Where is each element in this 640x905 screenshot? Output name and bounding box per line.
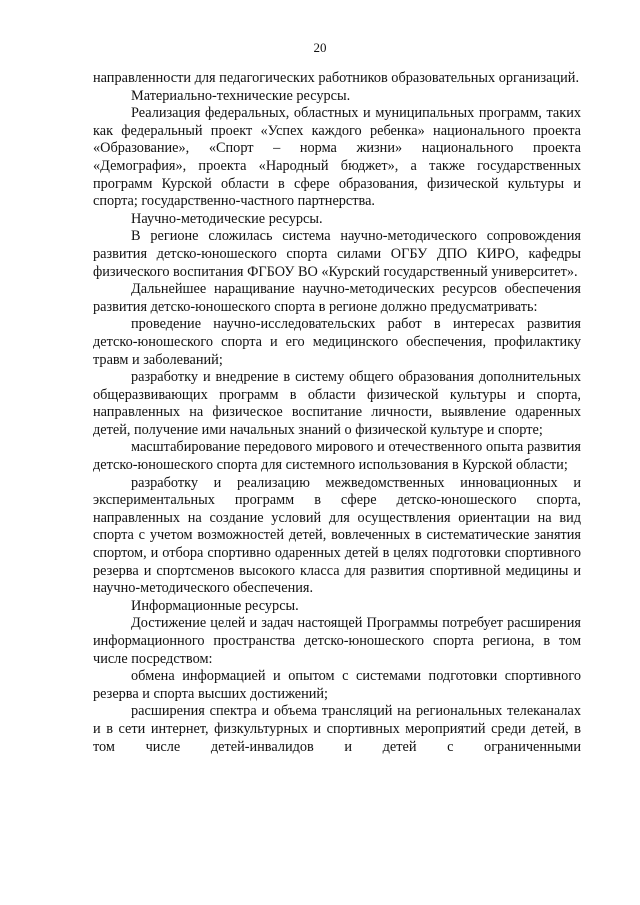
heading-scientific-resources: Научно-методические ресурсы. bbox=[131, 210, 323, 227]
list-item-scaling: масштабирование передового мирового и отечественного опыта развития детско-юношеского спорта для системного использования в Курской области; bbox=[93, 439, 581, 474]
list-item-interagency: разработку и реализацию межведомственных инновационных и экспериментальных программ в сфере детско-юношеского спорта, направленных на создание условий для осуществления ориентации на вид спорта с учетом возможностей детей, вовлеченных в систематические занятия спортом, и отбора спортивно одаренных детей в целях подготовки спортивного резерва и спортсменов высокого класса для развития спортивной медицины и научно-методического обеспечения. bbox=[93, 474, 581, 597]
list-item-exchange: обмена информацией и опытом с системами подготовки спортивного резерва и спорта высших достижений; bbox=[93, 668, 581, 702]
paragraph-region-system: В регионе сложилась система научно-методического сопровождения развития детско-юношеского спорта силами ОГБУ ДПО КИРО, кафедры физического воспитания ФГБОУ ВО «Курский государственный университет». bbox=[93, 228, 581, 280]
paragraph-further-growth: Дальнейшее наращивание научно-методических ресурсов обеспечения развития детско-юношеского спорта в регионе должно предусматривать: bbox=[93, 281, 581, 315]
paragraph-goals: Достижение целей и задач настоящей Программы потребует расширения информационного пространства детско-юношеского спорта региона, в том числе посредством: bbox=[93, 615, 581, 667]
body-text bbox=[93, 70, 581, 756]
list-item-broadcasts: расширения спектра и объема трансляций на региональных телеканалах и в сети интернет, физкультурных и спортивных мероприятий среди детей, в том числе детей-инвалидов и детей с ограниченными bbox=[93, 703, 581, 755]
list-item-development: разработку и внедрение в систему общего образования дополнительных общеразвивающих программ в области физической культуры и спорта, направленных на физическое воспитание личности, выявление одаренных детей, получение ими начальных знаний о физической культуре и спорте; bbox=[93, 369, 581, 438]
page-number: 20 bbox=[313, 40, 327, 55]
list-item-research: проведение научно-исследовательских работ в интересах развития детско-юношеского спорта и его медицинского обеспечения, профилактику травм и заболеваний; bbox=[93, 316, 581, 368]
paragraph-programs: Реализация федеральных, областных и муниципальных программ, таких как федеральный проект «Успех каждого ребенка» национального проекта «Образование», «Спорт – норма жизни» национального проекта «Демография», проекта «Народный бюджет», а также государственных программ Курской области в сфере образования, физической культуры и спорта; государственно-частного партнерства. bbox=[93, 105, 581, 210]
heading-material-resources: Материально-технические ресурсы. bbox=[131, 87, 351, 104]
paragraph-continuation: направленности для педагогических работников образовательных организаций. bbox=[93, 70, 580, 86]
heading-information-resources: Информационные ресурсы. bbox=[131, 597, 299, 614]
